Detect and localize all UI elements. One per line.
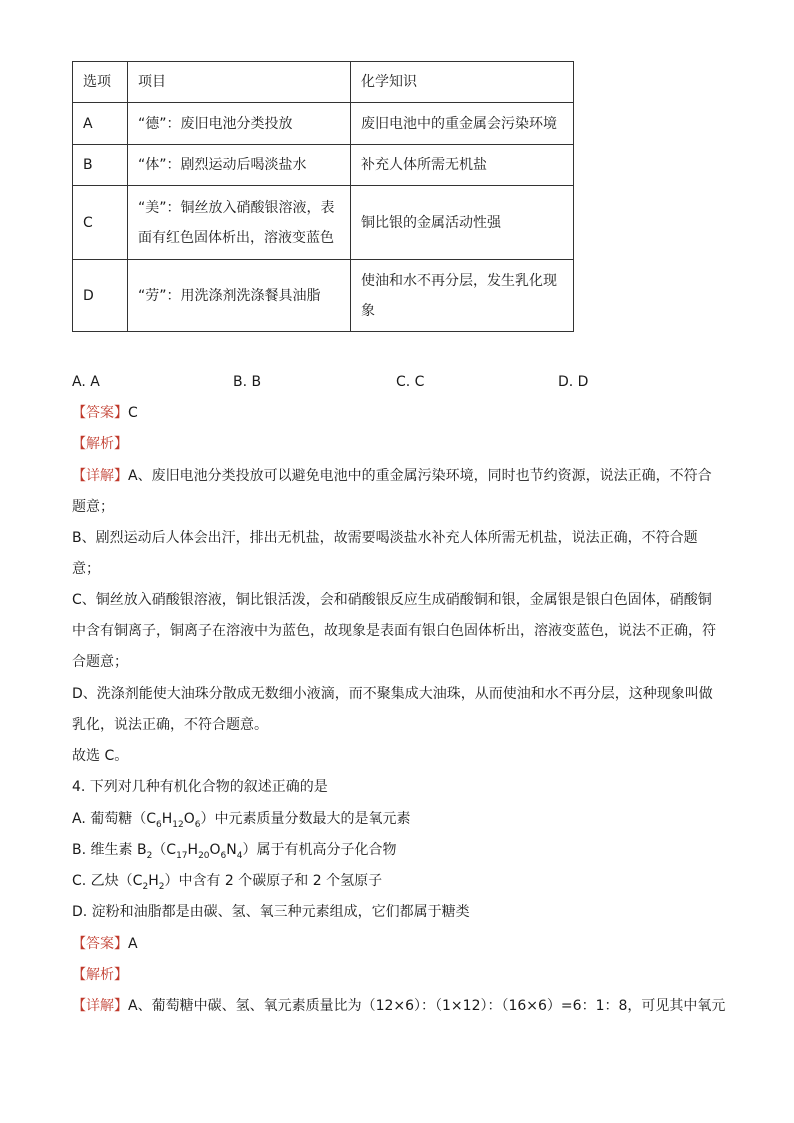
choice-b: B. B — [233, 374, 262, 390]
table-cell: 补充人体所需无机盐 — [351, 145, 574, 186]
q3-detail-line: 题意； — [72, 499, 114, 515]
q3-detail-line: 乳化，说法正确，不符合题意。 — [72, 717, 268, 733]
q3-detail-line: B、剧烈运动后人体会出汗，排出无机盐，故需要喝淡盐水补充人体所需无机盐，说法正确，不符合题 — [72, 530, 698, 546]
table-header-cell: 项目 — [128, 62, 351, 103]
detail-label: 【详解】 — [72, 468, 128, 484]
table-row — [73, 103, 574, 145]
q3-analysis-label: 【解析】 — [72, 436, 128, 452]
table-row — [73, 260, 574, 332]
q3-detail-line: C、铜丝放入硝酸银溶液，铜比银活泼，会和硝酸银反应生成硝酸铜和银，金属银是银白色固体，硝酸铜 — [72, 592, 712, 608]
table-cell: “体”：剧烈运动后喝淡盐水 — [128, 145, 351, 186]
table-cell: D — [73, 260, 128, 332]
table-row — [73, 186, 574, 260]
q3-conclusion: 故选 C。 — [72, 748, 129, 764]
table-cell: 铜比银的金属活动性强 — [351, 186, 574, 260]
table-cell: A — [73, 103, 128, 145]
q3-answer — [72, 403, 138, 423]
q3-detail-line: 中含有铜离子，铜离子在溶液中为蓝色，故现象是表面有银白色固体析出，溶液变蓝色，说法不正确，符 — [72, 623, 716, 639]
table-cell — [351, 260, 574, 332]
q4-answer — [72, 934, 138, 954]
cell-line: “美”：铜丝放入硝酸银溶液，表 — [138, 199, 335, 216]
cell-line: 象 — [361, 302, 375, 319]
q4-option-a: A. 葡萄糖$(C_6H_{12}O_6)$中元素质量分数最大的是氧元素 — [72, 811, 411, 830]
table-header-cell: 化学知识 — [351, 62, 574, 103]
table-cell: C — [73, 186, 128, 260]
q4-detail-line: 【详解】A、葡萄糖中碳、氢、氧元素质量比为（12×6）：（1×12）：（16×6）=6：1：8，可见其中氧元 — [72, 998, 726, 1014]
table-cell: 废旧电池中的重金属会污染环境 — [351, 103, 574, 145]
table-row — [73, 145, 574, 186]
q4-option-d: D. 淀粉和油脂都是由碳、氢、氧三种元素组成，它们都属于糖类 — [72, 904, 470, 920]
cell-line: 使油和水不再分层，发生乳化现 — [361, 272, 557, 289]
table-cell — [128, 186, 351, 260]
q3-detail-line: D、洗涤剂能使大油珠分散成无数细小液滴，而不聚集成大油珠，从而使油和水不再分层，这种现象叫做 — [72, 686, 713, 702]
answer-label: 【答案】 — [72, 936, 128, 952]
q4-stem: 4. 下列对几种有机化合物的叙述正确的是 — [72, 779, 328, 795]
q4-option-c: C. 乙炔$(C_2H_2)$中含有 2 个碳原子和 2 个氢原子 — [72, 873, 383, 892]
table-header-row — [73, 62, 574, 103]
table-cell: “德”：废旧电池分类投放 — [128, 103, 351, 145]
choice-d: D. D — [558, 374, 589, 390]
answer-label: 【答案】 — [72, 405, 128, 421]
choice-c: C. C — [396, 374, 425, 390]
q4-option-b: B. 维生素 $B_2(C_{17}H_{20}O_6N_4)$属于有机高分子化合物 — [72, 842, 397, 861]
q4-analysis-label: 【解析】 — [72, 967, 128, 983]
answer-value: A — [128, 936, 138, 952]
q3-detail-line: 意； — [72, 561, 100, 577]
q3-detail-line: 合题意； — [72, 654, 128, 670]
options-table — [72, 61, 574, 332]
table-cell: “劳”：用洗涤剂洗涤餐具油脂 — [128, 260, 351, 332]
q3-detail-line: 【详解】A、废旧电池分类投放可以避免电池中的重金属污染环境，同时也节约资源，说法正确，不符合 — [72, 468, 712, 484]
detail-label: 【详解】 — [72, 998, 128, 1014]
cell-line: 面有红色固体析出，溶液变蓝色 — [138, 229, 334, 246]
table-cell: B — [73, 145, 128, 186]
answer-value: C — [128, 405, 138, 421]
choice-a: A. A — [72, 374, 100, 390]
table-header-cell: 选项 — [73, 62, 128, 103]
